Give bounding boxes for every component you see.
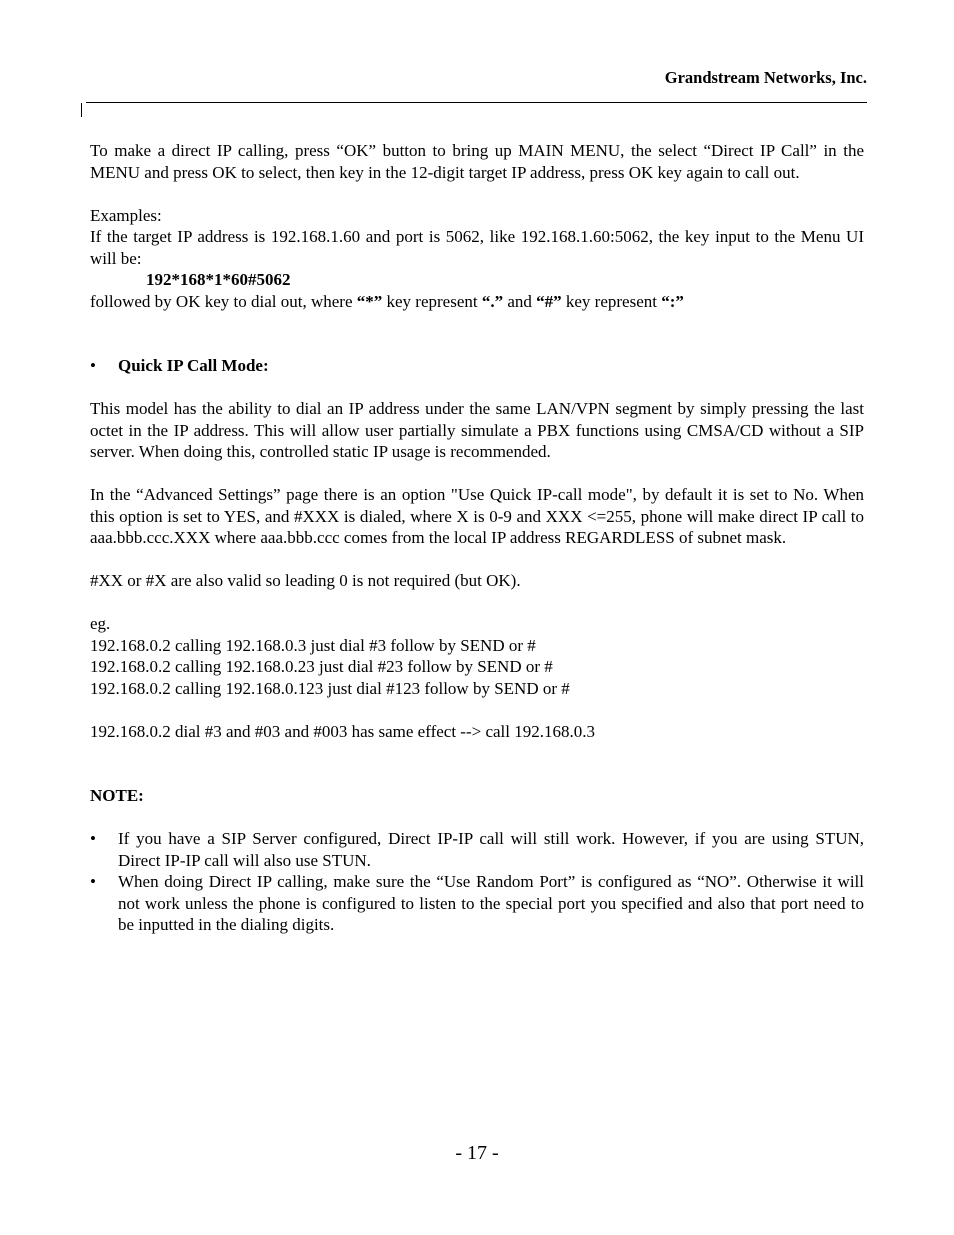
colon-symbol: “:” <box>661 291 684 311</box>
note-item-text: When doing Direct IP calling, make sure the “Use Random Port” is configured as “NO”. Otherwise it will not work unless the phone is configured to listen to the special port you specified and also that port need to be inputted in the dialing digits. <box>118 872 864 934</box>
bullet-icon: • <box>90 829 96 848</box>
eg-label: eg. <box>90 614 111 633</box>
example-key-code: 192*168*1*60#5062 <box>146 270 291 289</box>
example-line-3: 192.168.0.2 calling 192.168.0.123 just dial #123 follow by SEND or # <box>90 678 570 698</box>
examples-line: If the target IP address is 192.168.1.60 and port is 5062, like 192.168.1.60:5062, the key input to the Menu UI will be: <box>90 227 864 268</box>
quick-ip-heading <box>90 355 864 377</box>
dot-symbol: “.” <box>481 291 504 311</box>
examples-label: Examples: <box>90 205 162 225</box>
hash-key: “#” <box>536 291 562 311</box>
quick-ip-paragraph-3: #XX or #X are also valid so leading 0 is not required (but OK). <box>90 571 521 590</box>
examples-follow-line <box>90 291 864 313</box>
header-tick <box>81 103 82 117</box>
quick-ip-paragraph-2: In the “Advanced Settings” page there is an option "Use Quick IP-call mode", by default it is set to No. When this option is set to YES, and #XXX is dialed, where X is 0-9 and XXX <=255, phone will make direct IP call to aaa.bbb.ccc.XXX where aaa.bbb.ccc comes from the local IP address REGARDLESS of subnet mask. <box>90 485 864 547</box>
header-rule <box>86 102 867 103</box>
note-item <box>90 828 864 871</box>
intro-paragraph: To make a direct IP calling, press “OK” button to bring up MAIN MENU, the select “Direct IP Call” in the MENU and press OK to select, then key in the 12-digit target IP address, press OK key again to call out. <box>90 141 864 182</box>
note-heading <box>90 785 864 807</box>
page-number: - 17 - <box>455 1142 499 1164</box>
quick-ip-heading-text: Quick IP Call Mode: <box>118 356 269 375</box>
header-company-name: Grandstream Networks, Inc. <box>664 68 867 87</box>
example-line-1: 192.168.0.2 calling 192.168.0.3 just dial #3 follow by SEND or # <box>90 635 536 655</box>
example-line-4: 192.168.0.2 dial #3 and #03 and #003 has same effect --> call 192.168.0.3 <box>90 721 595 741</box>
page-content <box>90 140 864 936</box>
bullet-icon: • <box>90 356 96 375</box>
star-key: “*” <box>356 291 383 311</box>
follow-text-b: key represent <box>382 291 482 311</box>
follow-text-d: key represent <box>561 291 662 311</box>
note-heading-text: NOTE: <box>90 786 144 805</box>
example-line-2: 192.168.0.2 calling 192.168.0.23 just dial #23 follow by SEND or # <box>90 657 553 676</box>
follow-text-a: followed by OK key to dial out, where <box>90 291 357 311</box>
follow-text-c: and <box>503 291 537 311</box>
bullet-icon: • <box>90 872 96 891</box>
note-item-text: If you have a SIP Server configured, Direct IP-IP call will still work. However, if you are using STUN, Direct IP-IP call will also use STUN. <box>118 829 864 870</box>
note-item <box>90 871 864 936</box>
quick-ip-paragraph-1: This model has the ability to dial an IP address under the same LAN/VPN segment by simply pressing the last octet in the IP address. This will allow user partially simulate a PBX functions using CMSA/CD without a SIP server. When doing this, controlled static IP usage is recommended. <box>90 399 864 461</box>
